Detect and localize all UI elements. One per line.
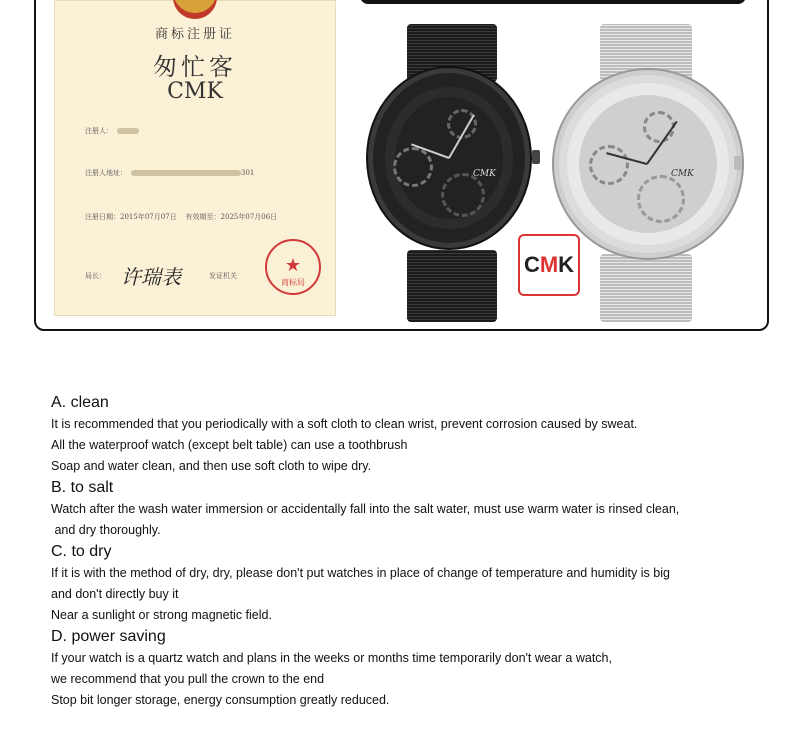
date-start: 2015年07月07日	[120, 213, 177, 221]
address-label: 注册人地址：	[85, 169, 127, 177]
certificate-heading: 商标注册证	[154, 27, 235, 42]
clean-line-3: Soap and water clean, and then use soft cloth to wipe dry.	[51, 459, 372, 473]
clean-line-2: All the waterproof watch (except belt table) can use a toothbrush	[51, 438, 408, 452]
valid-label: 有效期至：	[185, 213, 221, 221]
dry-line-3: Near a sunlight or strong magnetic field.	[51, 608, 272, 622]
black-watch-strap-bottom	[407, 250, 497, 322]
director-label: 局长：	[85, 272, 106, 280]
certificate-brand-latin: CMK	[167, 79, 223, 104]
registrant-label: 注册人：	[85, 127, 113, 135]
black-watch-case	[368, 68, 530, 248]
section-title-salt: B. to salt	[51, 479, 114, 496]
date-end: 2025年07月06日	[220, 213, 278, 221]
official-seal	[265, 239, 321, 295]
power-line-1: If your watch is a quartz watch and plans in the weeks or months time temporarily don't wear a watch,	[51, 651, 612, 665]
care-instructions	[51, 392, 751, 711]
address-row	[85, 168, 254, 178]
salt-line-2: and dry thoroughly.	[51, 523, 161, 537]
section-title-dry: C. to dry	[51, 543, 112, 560]
cmk-logo	[518, 234, 580, 296]
salt-line-1: Watch after the wash water immersion or accidentally fall into the salt water, must use warm water is rinsed clean,	[51, 502, 680, 516]
dates-label: 注册日期：	[85, 213, 120, 221]
national-emblem-icon	[173, 0, 217, 19]
signature: 许瑞表	[121, 265, 181, 289]
power-line-3: Stop bit longer storage, energy consumption greatly reduced.	[51, 693, 390, 707]
silver-watch-case	[554, 70, 742, 258]
silver-watch-brand: CMK	[671, 169, 694, 179]
dates-row	[85, 212, 277, 222]
address-blurred	[131, 170, 241, 176]
silver-watch-crown	[734, 156, 742, 170]
address-suffix: 301	[241, 169, 255, 177]
dry-line-2: and don't directly buy it	[51, 587, 179, 601]
power-line-2: we recommend that you pull the crown to the end	[51, 672, 325, 686]
section-title-power-saving: D. power saving	[51, 628, 166, 645]
black-watch-brand: CMK	[473, 169, 496, 179]
dry-line-1: If it is with the method of dry, dry, please don't put watches in place of change of temperature and humidity is big	[51, 566, 670, 580]
silver-watch-strap-bottom	[600, 254, 692, 322]
clean-line-1: It is recommended that you periodically with a soft cloth to clean wrist, prevent corrosion caused by sweat.	[51, 417, 638, 431]
frame-top-bar	[360, 0, 746, 4]
logo-letter-k: K	[558, 252, 575, 277]
section-title-clean: A. clean	[51, 394, 109, 411]
seal-star-icon: ★	[284, 255, 302, 276]
certificate-brand-cn: 匆忙客	[153, 53, 237, 81]
logo-letter-m: M	[539, 252, 559, 277]
registrant-row	[85, 126, 139, 136]
logo-letter-c: C	[523, 252, 540, 277]
registrant-name-blurred	[117, 128, 139, 134]
trademark-certificate	[54, 0, 336, 316]
seal-text: 商标局	[281, 278, 305, 287]
black-watch-crown	[532, 150, 540, 164]
issuer-label: 发证机关	[209, 272, 237, 280]
